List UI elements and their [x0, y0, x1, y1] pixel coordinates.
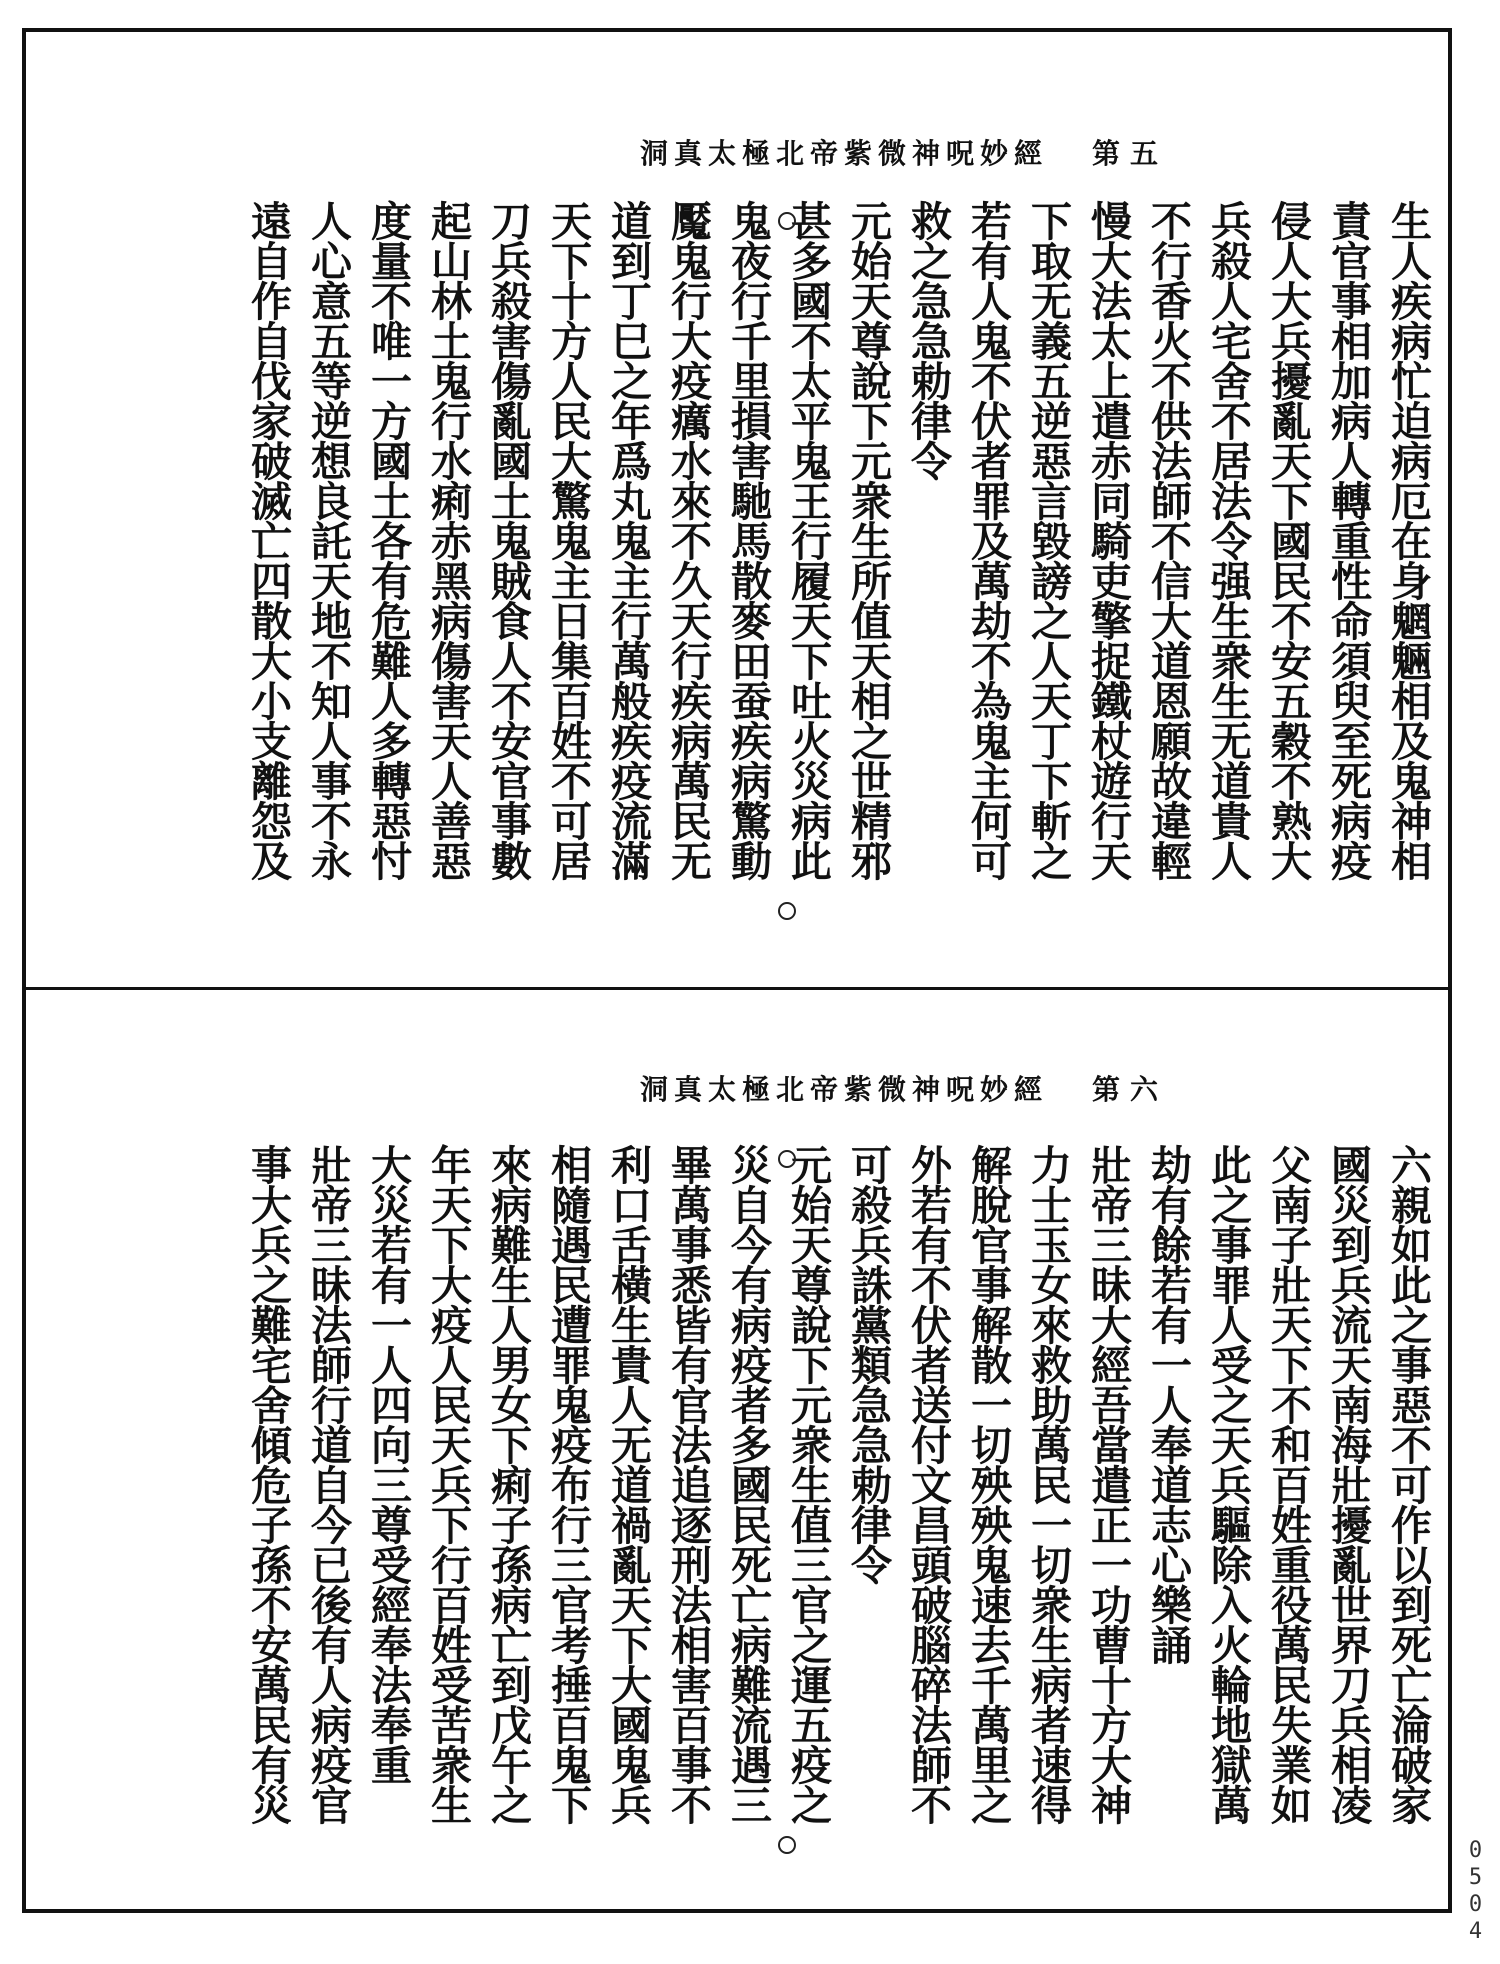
bottom-page [40, 1068, 1435, 1898]
page-margin-number: 0504 [1463, 1838, 1488, 1946]
text-column: 國災到兵流天南海壯擾亂世界刀兵相凌 [1324, 1144, 1372, 1824]
text-column: 不行香火不供法師不信大道恩願故違輕 [1144, 200, 1192, 880]
bottom-page-number: 第六 [1092, 1073, 1169, 1106]
text-column: 劫有餘若有一人奉道志心樂誦 [1144, 1144, 1192, 1664]
text-column: 侵人大兵擾亂天下國民不安五穀不熟大 [1264, 200, 1312, 880]
text-column: 道到丁巳之年爲丸鬼主行萬般疾疫流滿 [604, 200, 652, 880]
text-column: 大災若有一人四向三尊受經奉法奉重 [364, 1144, 412, 1784]
paragraph-circle-mark [778, 1836, 796, 1854]
text-column: 力士玉女來救助萬民一切衆生病者速得 [1024, 1144, 1072, 1824]
top-page-header [640, 132, 1168, 172]
paragraph-circle-mark [778, 902, 796, 920]
text-column: 人心意五等逆想良託天地不知人事不永 [304, 200, 352, 880]
text-column: 下取无義五逆惡言毀謗之人天丁下斬之 [1024, 200, 1072, 880]
text-column: 解脫官事解散一切殃殃鬼速去千萬里之 [964, 1144, 1012, 1824]
text-column: 慢大法太上遣赤同騎吏擎捉鐵杖遊行天 [1084, 200, 1132, 880]
top-page-title: 洞真太極北帝紫微神呪妙經 [640, 137, 1049, 170]
text-column: 生人疾病忙迫病厄在身魍魎相及鬼神相 [1384, 200, 1432, 880]
text-column: 此之事罪人受之天兵驅除入火輪地獄萬 [1204, 1144, 1252, 1824]
text-column: 來病難生人男女下痢子孫病亡到戊午之 [484, 1144, 532, 1824]
text-column: 外若有不伏者送付文昌頭破腦碎法師不 [904, 1144, 952, 1824]
bottom-page-text [40, 1144, 1435, 1898]
text-column: 年天下大疫人民天兵下行百姓受苦衆生 [424, 1144, 472, 1824]
text-column: 畢萬事悉皆有官法追逐刑法相害百事不 [664, 1144, 712, 1824]
bottom-page-title: 洞真太極北帝紫微神呪妙經 [640, 1073, 1049, 1106]
text-column: 父南子壯天下不和百姓重役萬民失業如 [1264, 1144, 1312, 1824]
text-column: 刀兵殺害傷亂國土鬼賊食人不安官事數 [484, 200, 532, 880]
text-column: 鬼夜行千里損害馳馬散麥田蚕疾病驚動 [724, 200, 772, 880]
paragraph-circle-mark [778, 212, 796, 230]
text-column: 甚多國不太平鬼王行履天下吐火災病此 [784, 200, 832, 880]
paragraph-circle-mark [778, 1150, 796, 1168]
text-column: 度量不唯一方國土各有危難人多轉惡忖 [364, 200, 412, 880]
text-column: 元始天尊說下元衆生值三官之運五疫之 [784, 1144, 832, 1824]
text-column: 若有人鬼不伏者罪及萬劫不為鬼主何可 [964, 200, 1012, 880]
text-column: 相隨遇民遭罪鬼疫布行三官考捶百鬼下 [544, 1144, 592, 1824]
text-column: 可殺兵誅黨類急急勅律令 [844, 1144, 892, 1584]
top-page-text [40, 200, 1435, 970]
top-page-number: 第五 [1092, 137, 1169, 170]
text-column: 六親如此之事惡不可作以到死亡淪破家 [1384, 1144, 1432, 1824]
text-column: 災自今有病疫者多國民死亡病難流遇三 [724, 1144, 772, 1824]
text-column: 壯帝三昧法師行道自今已後有人病疫官 [304, 1144, 352, 1824]
page-divider [22, 987, 1452, 990]
text-column: 兵殺人宅舍不居法令强生衆生无道貴人 [1204, 200, 1252, 880]
text-column: 天下十方人民大驚鬼主日集百姓不可居 [544, 200, 592, 880]
text-column: 遠自作自伐家破滅亡四散大小支離怨及 [244, 200, 292, 880]
text-column: 救之急急勅律令 [904, 200, 952, 480]
text-column: 元始天尊說下元衆生所值天相之世精邪 [844, 200, 892, 880]
top-page [40, 120, 1435, 970]
bottom-page-header [640, 1068, 1168, 1108]
text-column: 壯帝三昧大經吾當遣正一功曹十方大神 [1084, 1144, 1132, 1824]
text-column: 魘鬼行大疫癘水來不久天行疾病萬民无 [664, 200, 712, 880]
text-column: 起山林土鬼行水痢赤黑病傷害天人善惡 [424, 200, 472, 880]
text-column: 責官事相加病人轉重性命須臾至死病疫 [1324, 200, 1372, 880]
text-column: 事大兵之難宅舍傾危子孫不安萬民有災 [244, 1144, 292, 1824]
text-column: 利口舌橫生貴人无道禍亂天下大國鬼兵 [604, 1144, 652, 1824]
